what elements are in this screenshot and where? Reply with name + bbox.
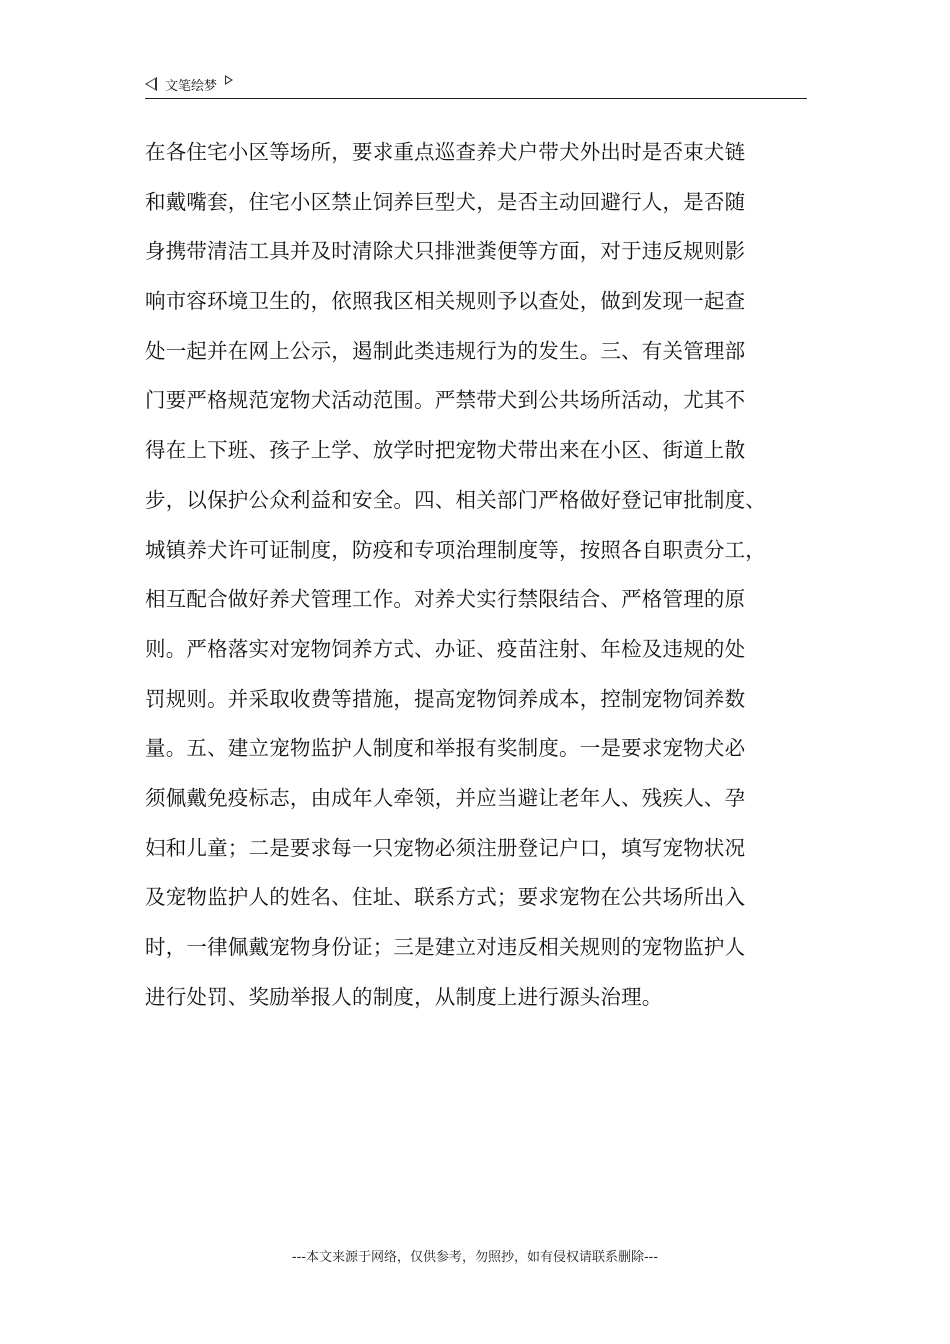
- text-line: 门要严格规范宠物犬活动范围。严禁带犬到公共场所活动，尤其不: [145, 388, 746, 413]
- text-line: 妇和儿童；二是要求每一只宠物必须注册登记户口，填写宠物状况: [145, 835, 746, 860]
- body-text: [145, 128, 810, 1022]
- text-line: 量。五、建立宠物监护人制度和举报有奖制度。一是要求宠物犬必: [145, 736, 746, 761]
- text-line: 步，以保护公众利益和安全。四、相关部门严格做好登记审批制度、: [145, 487, 766, 512]
- text-line: 须佩戴免疫标志，由成年人牵领，并应当避让老年人、残疾人、孕: [145, 785, 746, 810]
- text-line: 则。严格落实对宠物饲养方式、办证、疫苗注射、年检及违规的处: [145, 636, 746, 661]
- text-line: 身携带清洁工具并及时清除犬只排泄粪便等方面，对于违反规则影: [145, 239, 746, 264]
- triangle-left-icon: [145, 77, 157, 91]
- page-footer: ---本文来源于网络，仅供参考，勿照抄，如有侵权请联系删除---: [291, 1250, 659, 1265]
- text-line: 处一起并在网上公示，遏制此类违规行为的发生。三、有关管理部: [145, 338, 746, 363]
- text-line: 时，一律佩戴宠物身份证；三是建立对违反相关规则的宠物监护人: [145, 935, 746, 959]
- text-line: 和戴嘴套，住宅小区禁止饲养巨型犬，是否主动回避行人，是否随: [145, 189, 746, 214]
- text-line: 及宠物监护人的姓名、住址、联系方式；要求宠物在公共场所出入: [145, 885, 746, 910]
- triangle-right-icon: [225, 75, 233, 85]
- text-line: 在各住宅小区等场所，要求重点巡查养犬户带犬外出时是否束犬链: [145, 140, 746, 164]
- page-header: [145, 70, 807, 99]
- text-line: 得在上下班、孩子上学、放学时把宠物犬带出来在小区、街道上散: [145, 438, 746, 463]
- text-line: 罚规则。并采取收费等措施，提高宠物饲养成本，控制宠物饲养数: [145, 686, 746, 711]
- text-line: 响市容环境卫生的，依照我区相关规则予以查处，做到发现一起查: [145, 289, 746, 314]
- text-line: 相互配合做好养犬管理工作。对养犬实行禁限结合、严格管理的原: [145, 587, 746, 612]
- text-line: 进行处罚、奖励举报人的制度，从制度上进行源头治理。: [145, 984, 663, 1009]
- text-line: 城镇养犬许可证制度，防疫和专项治理制度等，按照各自职责分工，: [145, 537, 766, 562]
- header-title: 文笔绘梦: [165, 78, 218, 94]
